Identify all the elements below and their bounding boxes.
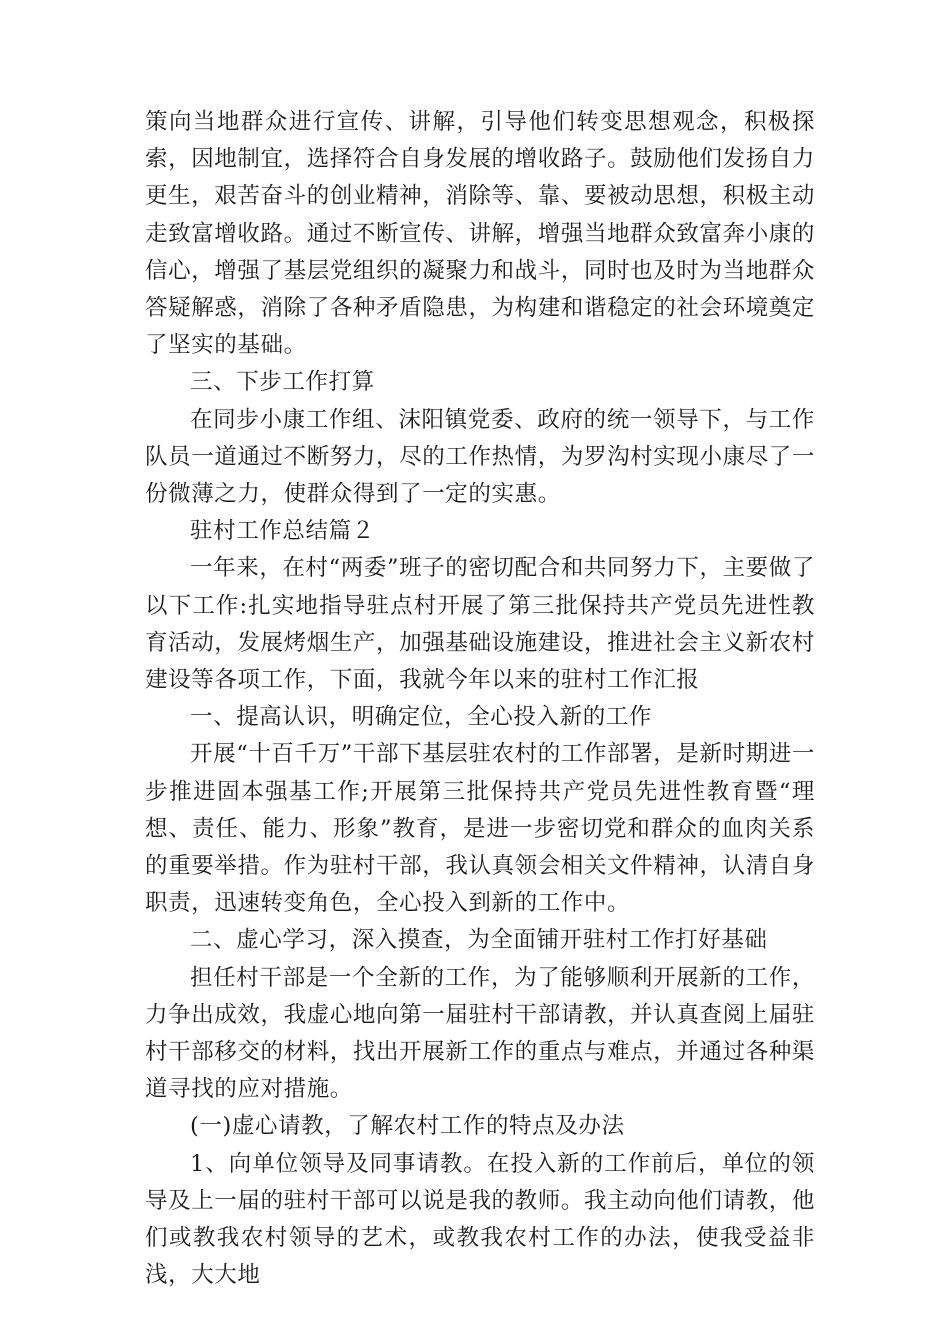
section-heading-awareness: 一、提高认识，明确定位，全心投入新的工作 — [190, 704, 653, 731]
subsection-heading-consult: (一)虚心请教，了解农村工作的特点及办法 — [190, 1113, 625, 1140]
paragraph-next-steps: 在同步小康工作组、沫阳镇党委、政府的统一领导下，与工作队员一道通过不断努力，尽的工作热情，为罗沟村实现小康尽了一份微薄之力，使群众得到了一定的实惠。 — [145, 406, 815, 508]
article-title-part-2: 驻村工作总结篇２ — [190, 518, 375, 545]
section-heading-learning: 二、虚心学习，深入摸查，为全面铺开驻村工作打好基础 — [190, 927, 768, 954]
paragraph-consult: 1、向单位领导及同事请教。在投入新的工作前后，单位的领导及上一届的驻村干部可以说是我的教师。我主动向他们请教，他们或教我农村领导的艺术，或教我农村工作的办法，使我受益非浅，大大地 — [145, 1150, 815, 1289]
paragraph-continuation: 策向当地群众进行宣传、讲解，引导他们转变思想观念，积极探索，因地制宜，选择符合自身发展的增收路子。鼓励他们发扬自力更生，艰苦奋斗的创业精神，消除等、靠、要被动思想，积极主动走致富增收路。通过不断宣传、讲解，增强当地群众致富奔小康的信心，增强了基层党组织的凝聚力和战斗，同时也及时为当地群众答疑解惑，消除了各种矛盾隐患，为构建和谐稳定的社会环境奠定了坚实的基础。 — [145, 109, 815, 359]
section-heading-next-steps: 三、下步工作打算 — [190, 369, 375, 396]
document-body — [145, 104, 815, 1295]
paragraph-intro: 一年来，在村“两委”班子的密切配合和共同努力下，主要做了以下工作:扎实地指导驻点村开展了第三批保持共产党员先进性教育活动，发展烤烟生产，加强基础设施建设，推进社会主义新农村建设等各项工作，下面，我就今年以来的驻村工作汇报 — [145, 555, 815, 694]
paragraph-awareness: 开展“十百千万”干部下基层驻农村的工作部署，是新时期进一步推进固本强基工作;开展第三批保持共产党员先进性教育暨“理想、责任、能力、形象”教育，是进一步密切党和群众的血肉关系的重要举措。作为驻村干部，我认真领会相关文件精神，认清自身职责，迅速转变角色，全心投入到新的工作中。 — [145, 741, 815, 917]
paragraph-learning: 担任村干部是一个全新的工作，为了能够顺利开展新的工作，力争出成效，我虚心地向第一届驻村干部请教，并认真查阅上届驻村干部移交的材料，找出开展新工作的重点与难点，并通过各种渠道寻找的应对措施。 — [145, 964, 815, 1103]
